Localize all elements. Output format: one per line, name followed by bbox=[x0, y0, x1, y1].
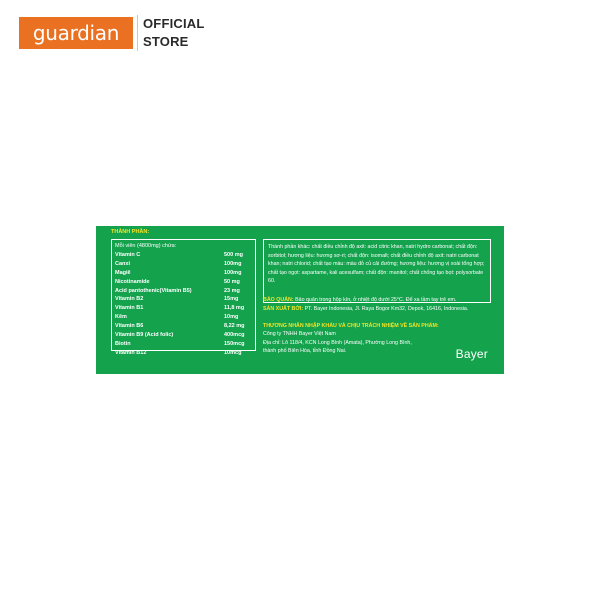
product-label-panel bbox=[96, 226, 504, 374]
ingredient-row bbox=[115, 331, 252, 340]
official-store-label bbox=[143, 15, 205, 51]
ingredient-row bbox=[115, 304, 252, 313]
ingredient-name: Magiê bbox=[115, 269, 131, 276]
ingredient-row bbox=[115, 322, 252, 331]
ingredient-row bbox=[115, 313, 252, 322]
excipients-text: Thành phần khác: chất điều chỉnh độ axit: acid citric khan, natri hydro carbonat; chất độn: sorbitol; hương liệu: hương sơ-ri; chất độn: isomalt; chất điều chỉnh độ axit: natri carbonat khan; natri chlorid; chất tạo màu: màu đỏ củ cải đường; hương liệu: hương vị xoài tổng hợp; chất tạo ngọt: aspartame, kali acesulfam; chất độn: manitol; chất chống tạo bọt: polysorbate 60. bbox=[268, 244, 485, 285]
ingredient-name: Vitamin B1 bbox=[115, 305, 144, 312]
ingredient-row bbox=[115, 349, 252, 358]
store-line-2: STORE bbox=[143, 34, 189, 49]
ingredient-row bbox=[115, 340, 252, 349]
ingredient-name: Vitamin B9 (Acid folic) bbox=[115, 332, 174, 339]
ingredient-amount: 15mg bbox=[224, 296, 239, 303]
bayer-brand-text: Bayer bbox=[455, 347, 488, 361]
ingredient-row bbox=[115, 287, 252, 296]
importer-company: Công ty TNHH Bayer Việt Nam bbox=[263, 331, 336, 338]
importer-address-line-1: Địa chỉ: Lô 118/4, KCN Long Bình (Amata), Phường Long Bình, bbox=[263, 339, 412, 346]
ingredient-name: Vitamin B2 bbox=[115, 296, 144, 303]
composition-box bbox=[111, 239, 256, 356]
ingredient-name: Acid pantothenic(Vitamin B5) bbox=[115, 287, 192, 294]
ingredient-amount: 100mg bbox=[224, 260, 242, 267]
ingredient-row bbox=[115, 269, 252, 278]
composition-title: THÀNH PHẦN: bbox=[111, 229, 150, 235]
excipients-box bbox=[263, 239, 491, 303]
storage-text: Bảo quản trong hộp kín, ở nhiệt độ dưới 25°C. Để xa tầm tay trẻ em. bbox=[295, 297, 457, 303]
ingredient-amount: 400mcg bbox=[224, 332, 245, 339]
ingredient-name: Vitamin C bbox=[115, 251, 141, 258]
ingredient-name: Nicotinamide bbox=[115, 278, 150, 285]
ingredient-name: Vitamin B12 bbox=[115, 349, 147, 356]
ingredient-name: Vitamin B6 bbox=[115, 323, 144, 330]
importer-address-line-2: thành phố Biên Hòa, tỉnh Đồng Nai. bbox=[263, 348, 347, 355]
ingredient-list bbox=[115, 251, 252, 358]
ingredient-name: Biotin bbox=[115, 340, 131, 347]
storage-section bbox=[263, 296, 495, 304]
ingredient-amount: 100mg bbox=[224, 269, 242, 276]
header-divider bbox=[137, 15, 138, 51]
ingredient-row bbox=[115, 251, 252, 260]
ingredient-amount: 150mcg bbox=[224, 340, 245, 347]
ingredient-amount: 50 mg bbox=[224, 278, 240, 285]
ingredient-amount: 10mcg bbox=[224, 349, 242, 356]
guardian-logo-text: guardian bbox=[32, 21, 120, 45]
guardian-logo[interactable] bbox=[19, 17, 133, 49]
ingredient-amount: 500 mg bbox=[224, 251, 243, 258]
ingredient-row bbox=[115, 295, 252, 304]
ingredient-name: Kẽm bbox=[115, 314, 127, 321]
ingredient-row bbox=[115, 260, 252, 269]
composition-intro: Mỗi viên (4800mg) chứa: bbox=[115, 243, 177, 249]
ingredient-amount: 8,22 mg bbox=[224, 323, 245, 330]
storage-label: BẢO QUẢN: bbox=[263, 297, 294, 303]
ingredient-row bbox=[115, 278, 252, 287]
ingredient-amount: 11,8 mg bbox=[224, 305, 245, 312]
store-line-1: OFFICIAL bbox=[143, 16, 205, 31]
importer-label: THƯƠNG NHÂN NHẬP KHẨU VÀ CHỊU TRÁCH NHIỆM VỀ SẢN PHẨM: bbox=[263, 323, 439, 329]
ingredient-amount: 23 mg bbox=[224, 287, 240, 294]
manufacturer-label: SẢN XUẤT BỞI: bbox=[263, 306, 304, 312]
ingredient-amount: 10mg bbox=[224, 314, 239, 321]
manufacturer-section bbox=[263, 305, 495, 313]
ingredient-name: Canxi bbox=[115, 260, 130, 267]
manufacturer-text: PT. Bayer Indonesia, Jl. Raya Bogor Km32, Depok, 16416, Indonesia. bbox=[304, 306, 469, 312]
